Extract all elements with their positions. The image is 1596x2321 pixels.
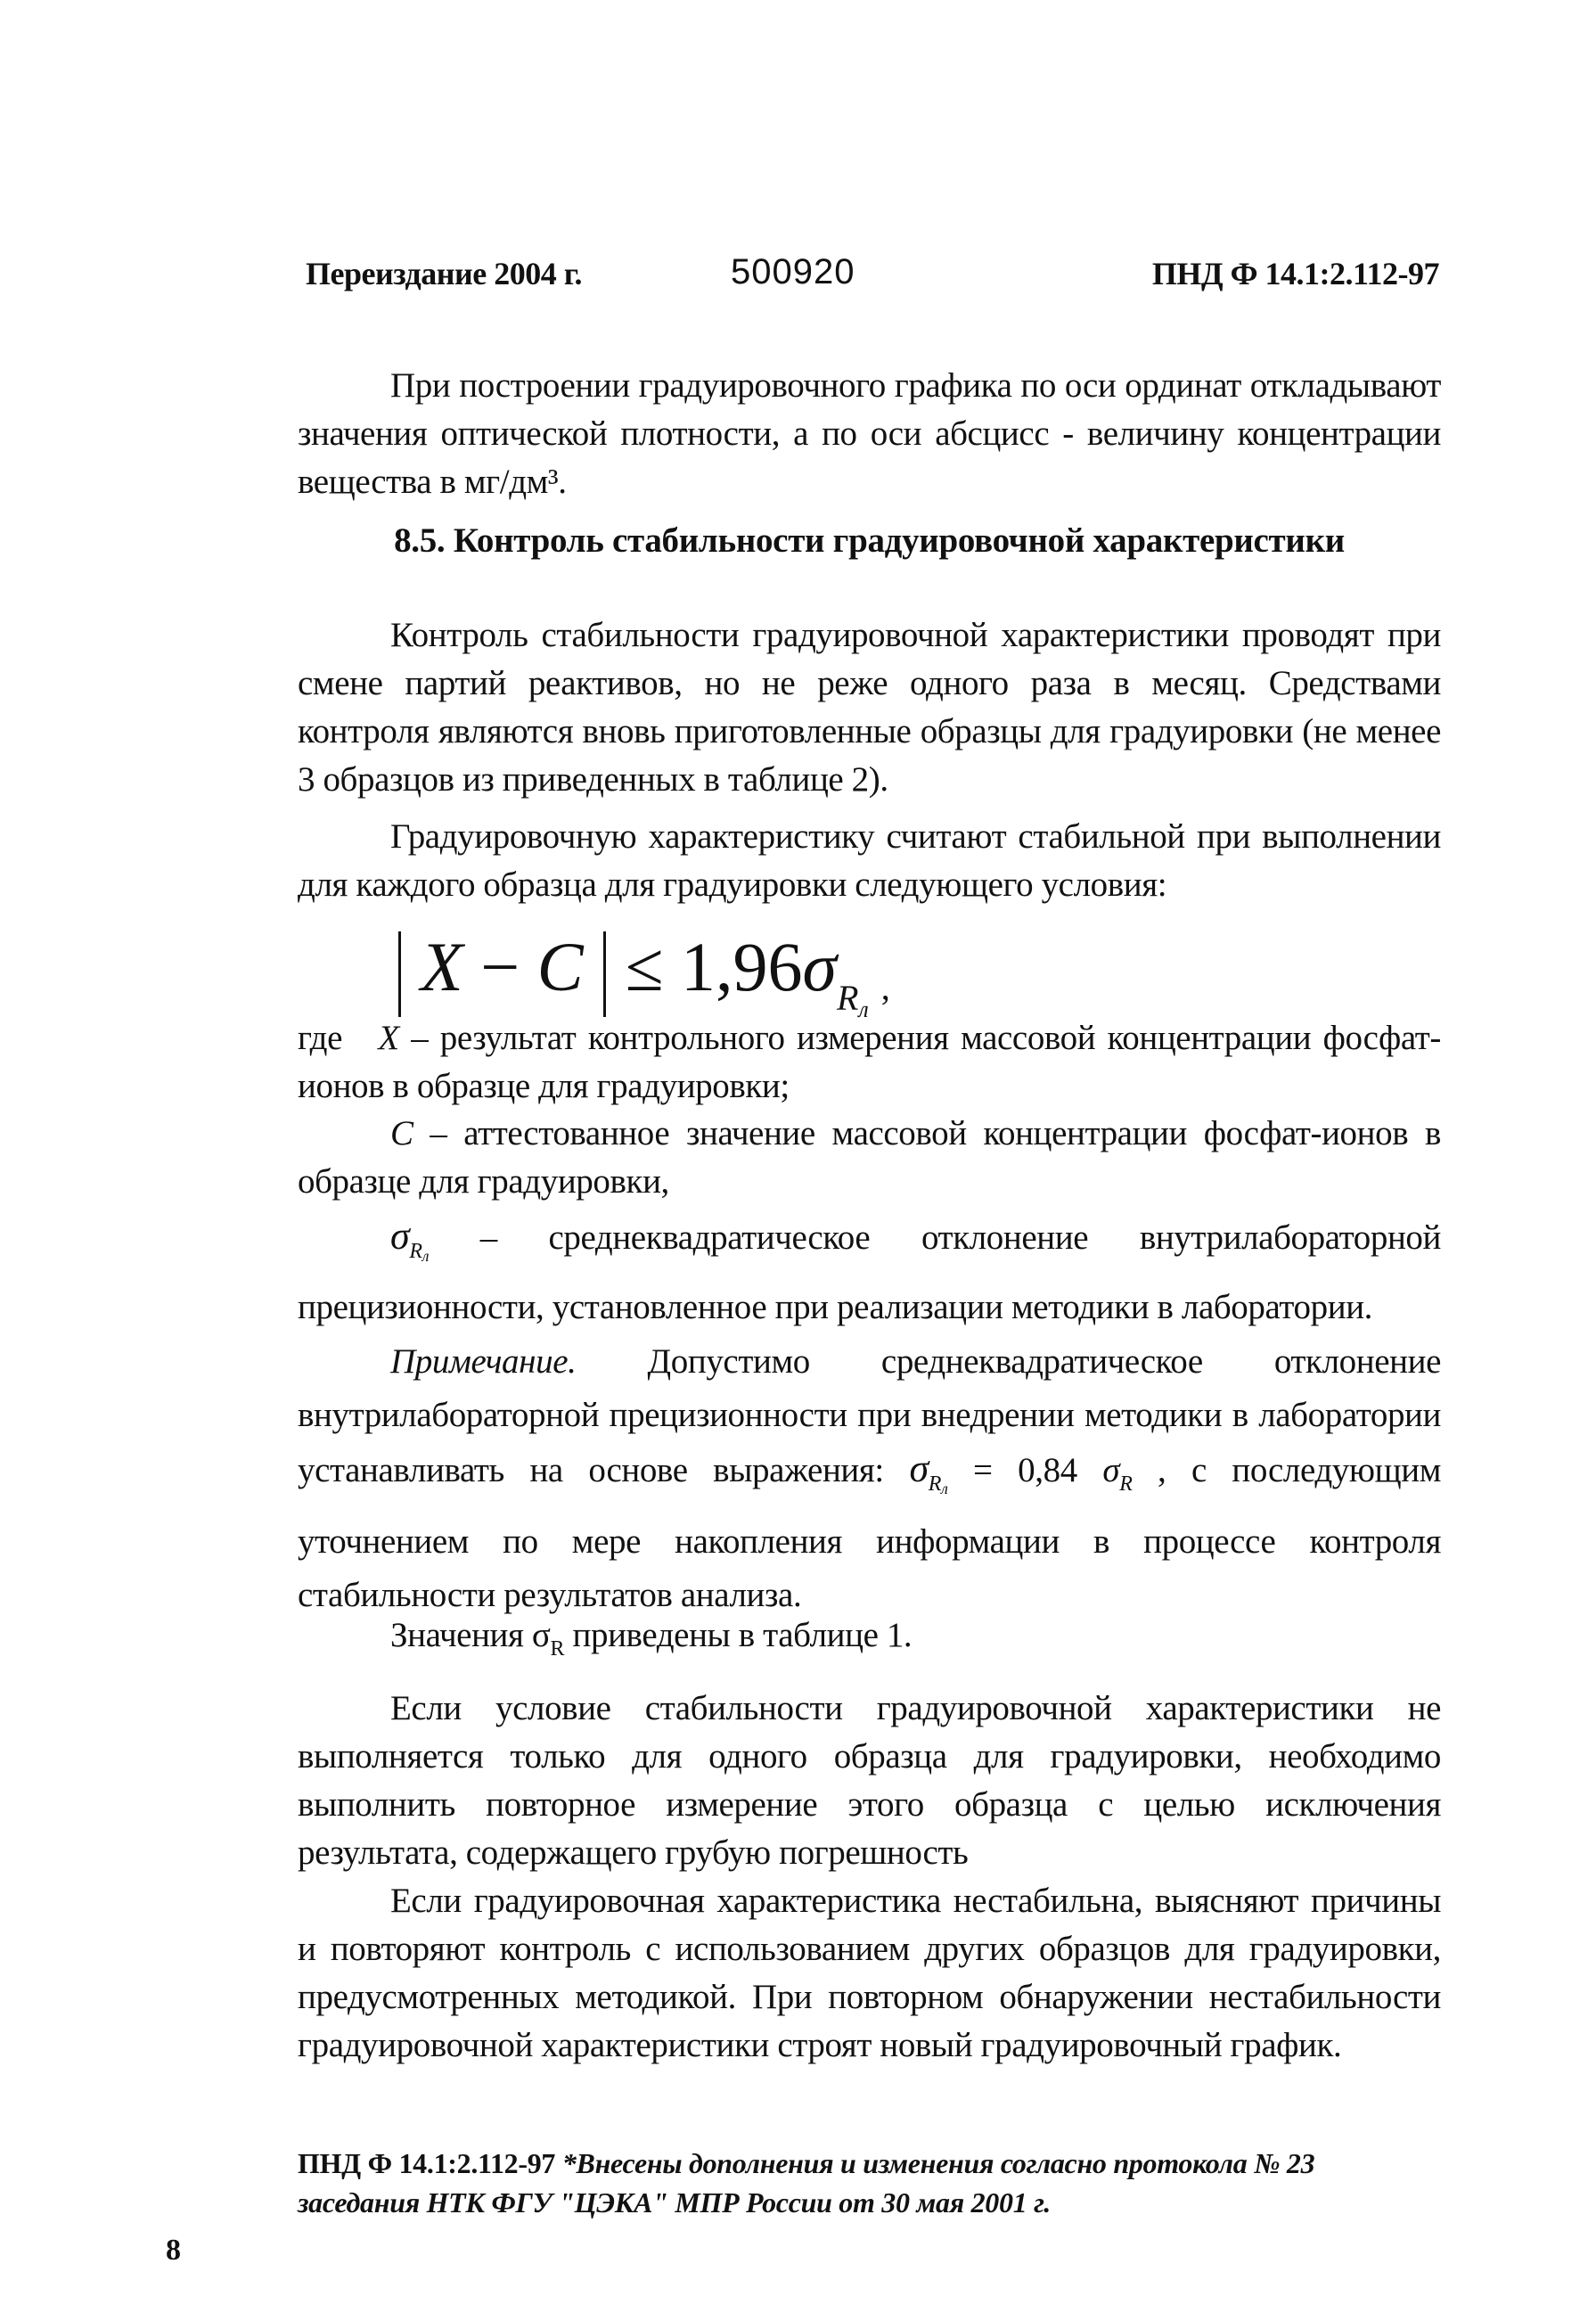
values-sigma: σ (531, 1616, 551, 1654)
note-text-before: Допустимо среднеквадратическое отклонение внутрилабораторной прецизионности при внедрении методики в лаборатории устанавливать на основе выражения: (298, 1342, 1441, 1489)
definition-c-symbol: C (390, 1114, 413, 1152)
definition-sigma-symbol: σ (390, 1214, 410, 1258)
header-doc-number: 500920 (731, 252, 855, 291)
where-word: где (298, 1019, 343, 1057)
formula-sigma: σ (802, 928, 837, 1005)
definition-sigma-sub: R (409, 1240, 422, 1263)
definition-sigma-text: – среднеквадратическое отклонение внутрилабораторной прецизионности, установленное при реализации методики в лаборатории. (298, 1218, 1441, 1326)
definition-c-text: – аттестованное значение массовой концентрации фосфат-ионов в образце для градуировки, (298, 1114, 1441, 1201)
formula-sub-r: R (836, 978, 859, 1018)
paragraph-stability-condition: Градуировочную характеристику считают стабильной при выполнении для каждого образца для градуировки следующего условия: (298, 817, 1441, 904)
note-text-after: , с последующим уточнением по мере накопления информации в процессе контроля стабильности результатов анализа. (298, 1451, 1441, 1614)
definition-x-symbol: X (378, 1019, 399, 1057)
definition-x-text: – результат контрольного измерения массовой концентрации фосфат-ионов в образце для градуировки; (298, 1019, 1441, 1105)
values-sub: R (550, 1637, 565, 1661)
values-after: приведены в таблице 1. (564, 1616, 913, 1654)
stability-formula (379, 923, 890, 1028)
abs-bar-left (398, 931, 401, 1017)
note-expr-subsub: л (941, 1480, 948, 1497)
intro-paragraph: При построении градуировочного графика по оси ординат откладывают значения оптической плотности, а по оси абсцисс - величину концентрации вещества в мг/дм³. (298, 366, 1441, 501)
formula-comma: , (880, 967, 890, 1007)
formula-minus: − (480, 928, 520, 1005)
note-expr-sub: R (928, 1472, 942, 1496)
definition-c (298, 1110, 1441, 1206)
footer-note (298, 2144, 1441, 2222)
values-before: Значения (390, 1616, 532, 1654)
formula-le-value: ≤ 1,96 (625, 928, 803, 1005)
note-paragraph (298, 1335, 1441, 1622)
note-expr-eq: = 0,84 (947, 1451, 1103, 1489)
paragraph-control-stability: Контроль стабильности градуировочной характеристики проводят при смене партий реактивов, но не реже одного раза в месяц. Средствами контроля являются вновь приготовленные образцы для градуировки (не менее 3 образцов из приведенных в таблице 2). (298, 616, 1441, 799)
formula-x: X (421, 928, 463, 1005)
header-standard-code: ПНД Ф 14.1:2.112-97 (1151, 256, 1439, 291)
formula-sub-l: л (858, 996, 869, 1022)
note-expr-sigma2: σ (1102, 1451, 1120, 1489)
footer-mark: * (561, 2147, 577, 2179)
header-edition: Переиздание 2004 г. (306, 256, 582, 291)
values-line (298, 1612, 1441, 1673)
definition-sigma (298, 1210, 1441, 1333)
formula-c: C (536, 928, 584, 1005)
paragraph-single-sample: Если условие стабильности градуировочной характеристики не выполняется только для одного образца для градуировки, необходимо выполнить повторное измерение этого образца с целью исключения результата, содержащего грубую погрешность (298, 1689, 1441, 1872)
footer-italic-text: Внесены дополнения и изменения согласно протокола № 23 заседания НТК ФГУ "ЦЭКА" МПР России от 30 мая 2001 г. (298, 2147, 1315, 2218)
definition-sigma-subsub: л (422, 1247, 430, 1265)
note-label: Примечание. (390, 1342, 577, 1381)
page-number: 8 (166, 2234, 181, 2267)
definition-x (298, 1014, 1441, 1111)
note-expr-sigma: σ (909, 1447, 929, 1490)
footer-code: ПНД Ф 14.1:2.112-97 (298, 2147, 562, 2179)
note-expr-sub2: R (1119, 1472, 1133, 1496)
abs-bar-right (603, 931, 606, 1017)
section-heading: 8.5. Контроль стабильности градуировочной характеристики (394, 521, 1345, 560)
paragraph-unstable: Если градуировочная характеристика нестабильна, выясняют причины и повторяют контроль с использованием других образцов для градуировки, предусмотренных методикой. При повторном обнаружении нестабильности градуировочной характеристики строят новый градуировочный график. (298, 1882, 1441, 2064)
